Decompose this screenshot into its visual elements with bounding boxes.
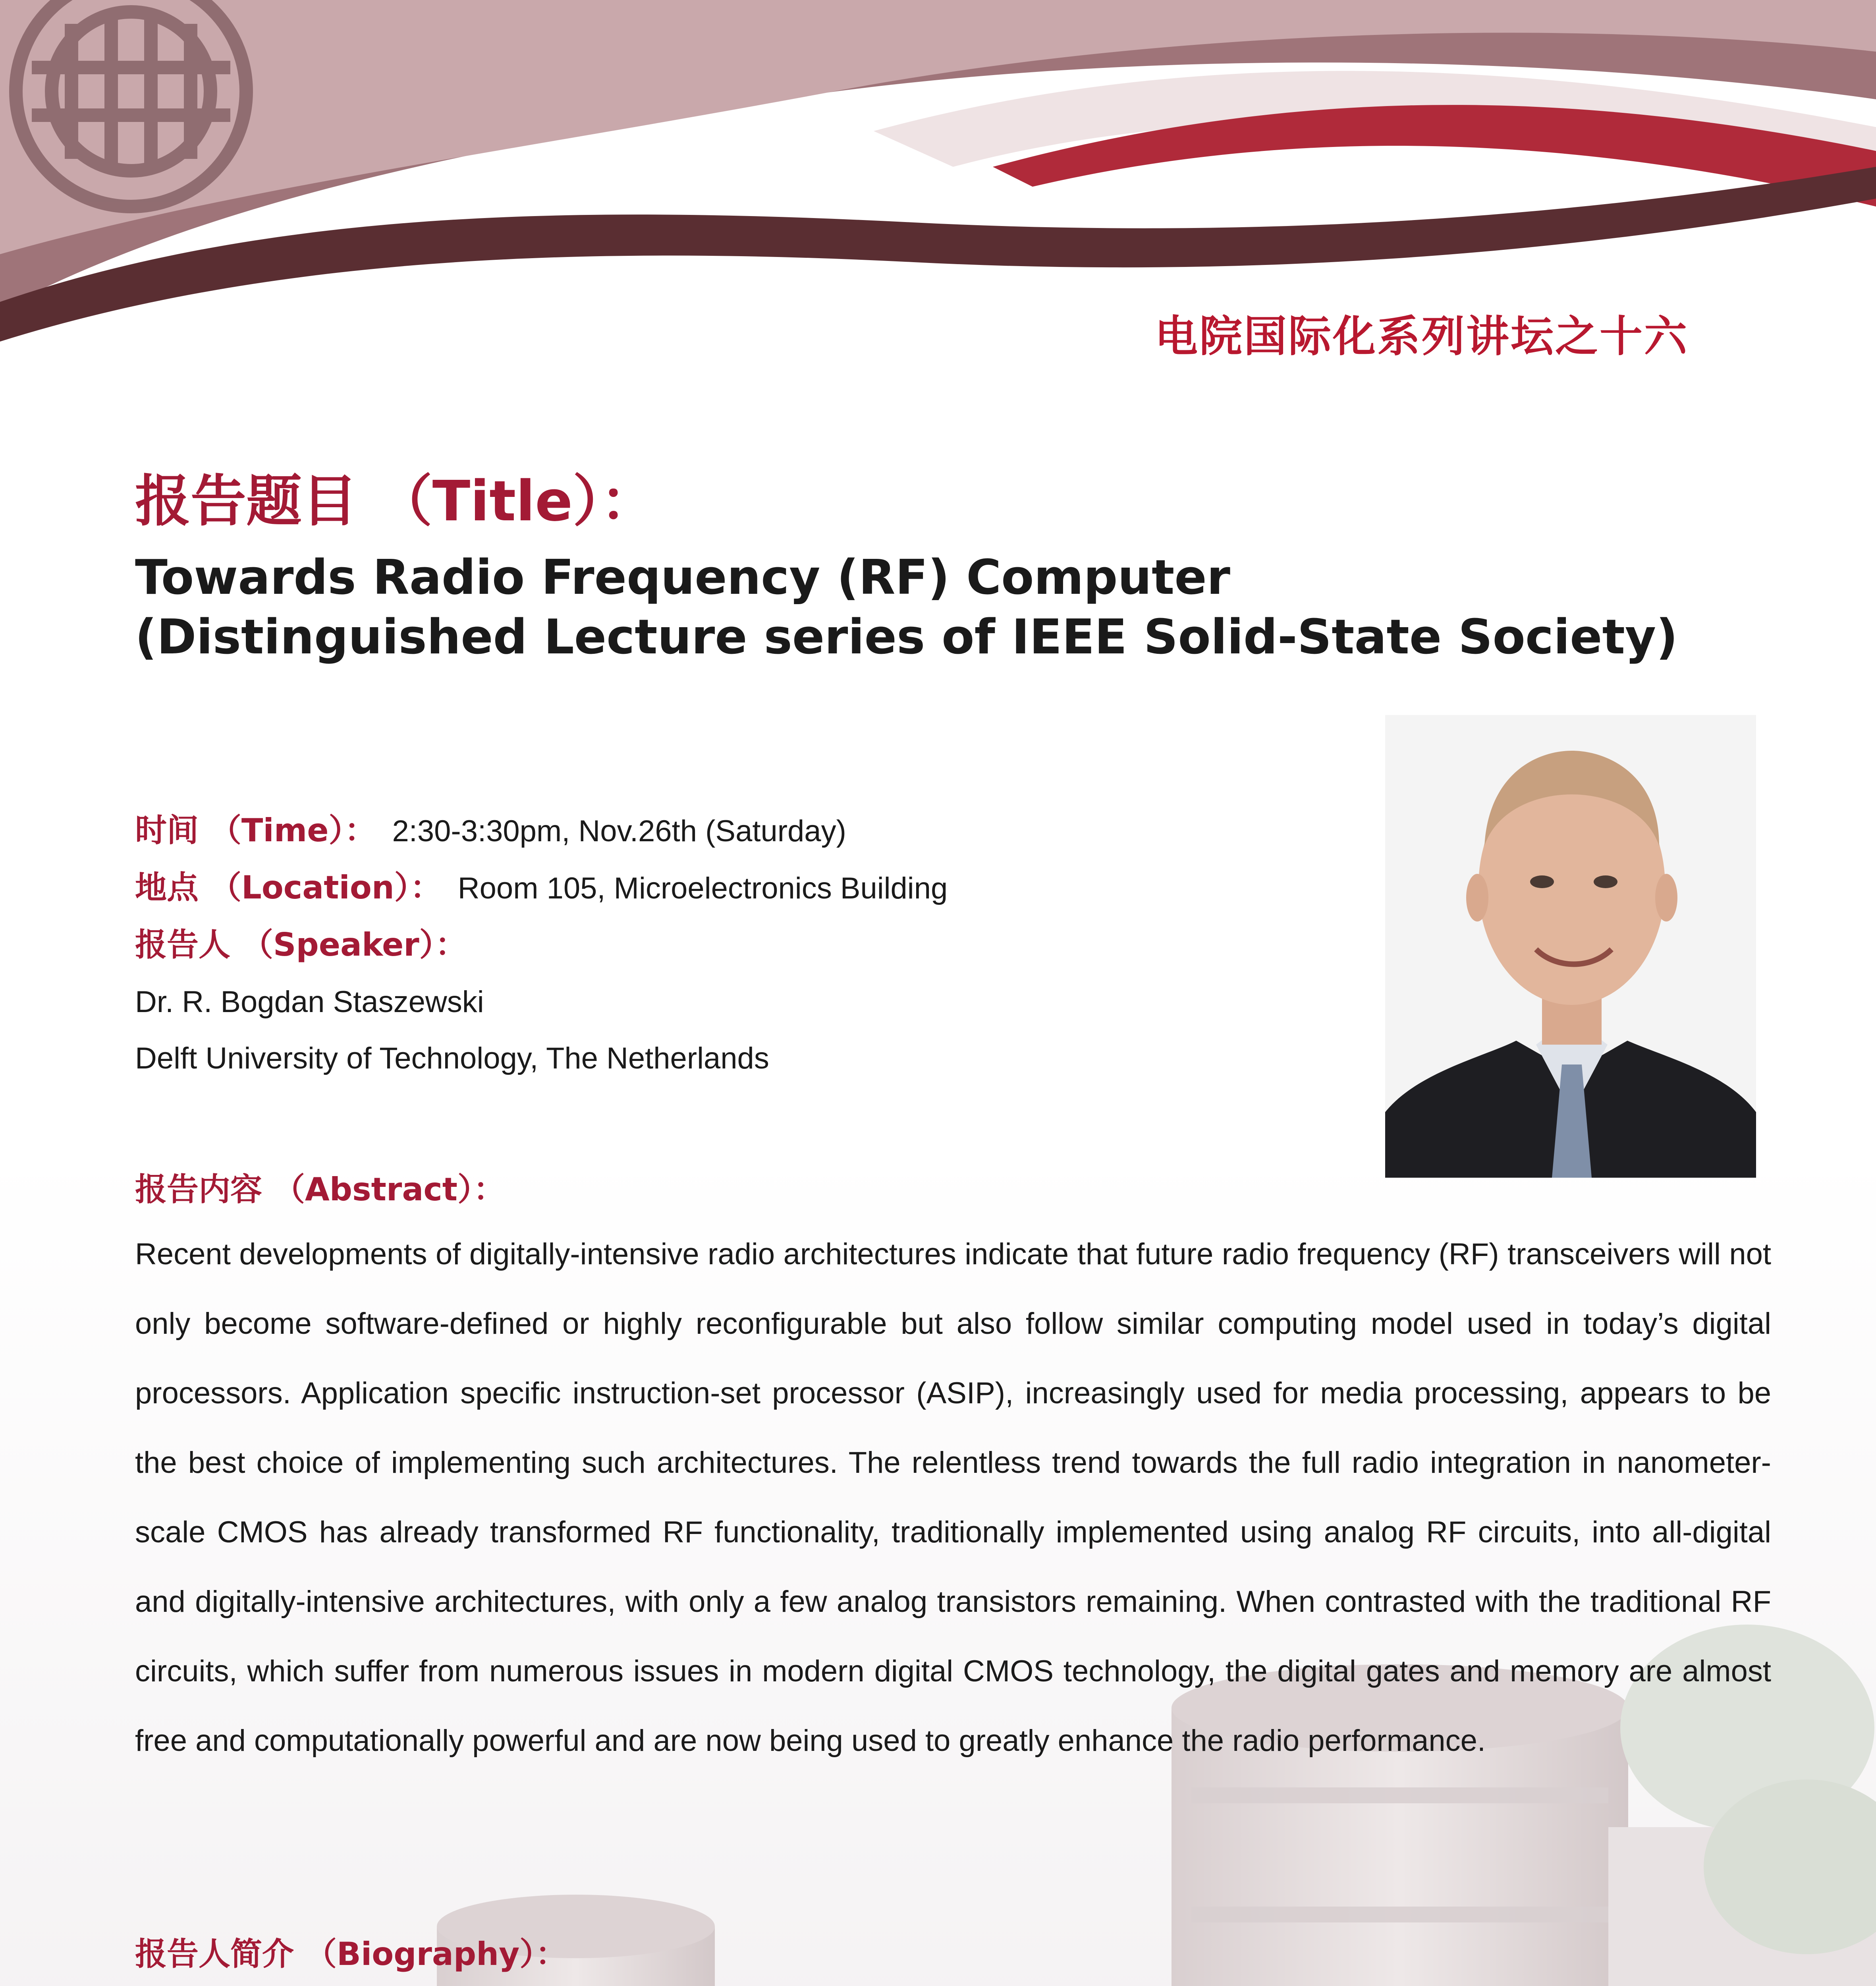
speaker-affiliation: Delft University of Technology, The Netherlands xyxy=(135,1041,769,1075)
biography-label: 报告人简介 （Biography）： xyxy=(135,1936,567,1972)
event-info xyxy=(135,802,1326,1087)
university-seal-logo xyxy=(0,0,357,278)
lecture-title-line-1: Towards Radio Frequency (RF) Computer xyxy=(135,550,1230,605)
speaker-row xyxy=(135,917,1326,974)
biography-text xyxy=(135,1982,1771,1986)
speaker-label: 报告人 （Speaker）： xyxy=(135,926,467,963)
location-row xyxy=(135,860,1326,917)
time-label: 时间 （Time）： xyxy=(135,812,376,849)
speaker-name: Dr. R. Bogdan Staszewski xyxy=(135,985,484,1019)
lecture-title-line-2: (Distinguished Lecture series of IEEE Solid-State Society) xyxy=(135,610,1678,665)
abstract-label: 报告内容 （Abstract）： xyxy=(135,1171,505,1208)
time-row xyxy=(135,802,1326,860)
abstract-text: Recent developments of digitally-intensive radio architectures indicate that future radio frequency (RF) transceivers will not only become software-defined or highly reconfigurable but also follow similar computing model used in today’s digital processors. Application specific instruction-set processor (ASIP), increasingly used for media processing, appears to be the best choice of implementing such architectures. The relentless trend towards the full radio integration in nanometer-scale CMOS has already transformed RF functionality, traditionally implemented using analog RF circuits, into all-digital and digitally-intensive architectures, with only a few analog transistors remaining. When contrasted with the traditional RF circuits, which suffer from numerous issues in modern digital CMOS technology, the digital gates and memory are almost free and computationally powerful and are now being used to greatly enhance the radio performance. xyxy=(135,1237,1771,1758)
location-value: Room 105, Microelectronics Building xyxy=(457,871,948,905)
speaker-photo xyxy=(1385,715,1756,1178)
time-value: 2:30-3:30pm, Nov.26th (Saturday) xyxy=(392,814,846,848)
location-label: 地点 （Location）： xyxy=(135,869,442,906)
series-title: 电院国际化系列讲坛之十六 xyxy=(1154,312,1689,361)
lecture-title xyxy=(135,548,1724,667)
title-label: 报告题目 （Title）： xyxy=(135,469,656,534)
